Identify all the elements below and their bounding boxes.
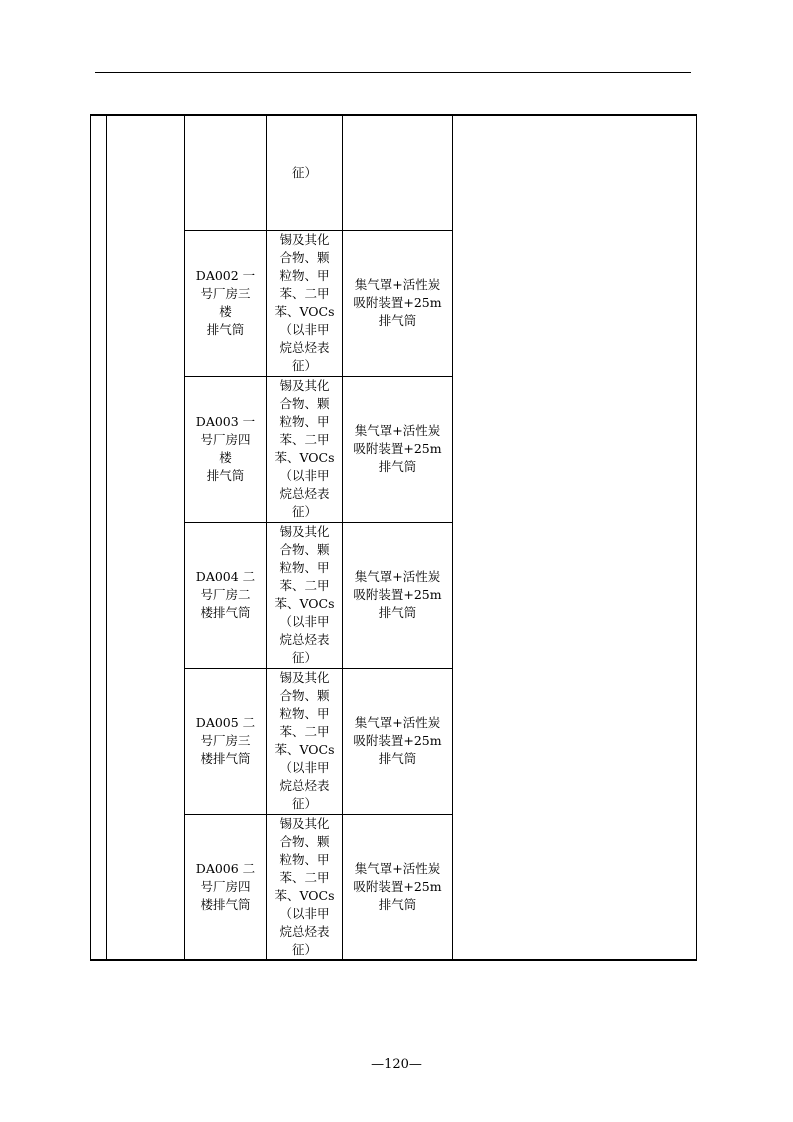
pollutant-line: （以非甲 [279,614,330,629]
measure-line: 排气筒 [378,751,417,766]
measure-cell-continued [343,115,453,230]
pollutant-line: 苯、二甲 [279,286,330,301]
outlet-name-line: 楼 [219,450,232,465]
pollutant-line: 苯、VOCs [274,596,335,611]
control-measure-cell [343,668,453,814]
outlet-name-line: 楼排气筒 [200,605,251,620]
pollutant-line: 征） [291,941,317,957]
pollutants-cell-continued [267,115,343,230]
pollutants-cell [267,814,343,960]
outlet-name-line: 号厂房三 [200,733,251,748]
table-row-continued [91,115,697,230]
pollutant-line: 苯、二甲 [279,432,330,447]
pollutant-line: 苯、VOCs [274,742,335,757]
outlet-name-cell [185,522,267,668]
outlet-name-line: DA002 一 [195,268,256,283]
outlet-name-cell [185,668,267,814]
outlet-name-line: 楼排气筒 [200,751,251,766]
measure-line: 集气罩+活性炭 [354,569,441,584]
pollutant-line: 锡及其化 [279,815,330,831]
measure-line: 排气筒 [378,605,417,620]
outlet-name-line: DA006 二 [195,860,256,876]
pollutant-line: （以非甲 [279,468,330,483]
pollutant-line: 征） [291,650,317,665]
pollutant-line: 粒物、甲 [279,851,330,867]
outlet-name-line: 排气筒 [206,322,245,337]
measure-line: 吸附装置+25m [353,295,442,310]
outlet-name-line: DA003 一 [195,414,256,429]
pollutant-line: 合物、颗 [279,250,330,265]
outlet-name-cell [185,814,267,960]
pollutant-line: 征） [291,796,317,811]
outlet-name-cell [185,230,267,376]
pollutant-line: 锡及其化 [279,378,330,393]
outlet-name-line: DA004 二 [195,569,256,584]
pollutant-line: 烷总烃表 [279,632,330,647]
measure-line: 吸附装置+25m [353,733,442,748]
outlet-name-line: 号厂房三 [200,286,251,301]
outlet-name-line: 号厂房二 [200,587,251,602]
remarks-cell [453,115,697,960]
outlet-name-line: 号厂房四 [200,432,251,447]
pollutant-line: 粒物、甲 [279,560,330,575]
pollutant-line: 烷总烃表 [279,778,330,793]
page-number: —120— [371,1057,422,1072]
pollutant-line: （以非甲 [279,760,330,775]
pollutant-line: （以非甲 [279,905,330,921]
pollutant-line: 烷总烃表 [279,486,330,501]
control-measure-cell [343,814,453,960]
pollution-control-table [90,114,697,961]
pollutant-line: 锡及其化 [279,524,330,539]
pollutant-line: 苯、二甲 [279,724,330,739]
pollutant-line: 烷总烃表 [279,923,330,939]
measure-line: 集气罩+活性炭 [354,423,441,438]
measure-line: 集气罩+活性炭 [354,715,441,730]
pollutant-line: 合物、颗 [279,833,330,849]
measure-line: 集气罩+活性炭 [354,277,441,292]
outlet-cell-continued [185,115,267,230]
pollutant-line: 锡及其化 [279,670,330,685]
pollutant-line: 粒物、甲 [279,414,330,429]
pollutant-line: 苯、二甲 [279,578,330,593]
outlet-name-cell [185,376,267,522]
measure-line: 排气筒 [378,459,417,474]
category-cell [91,115,107,960]
pollutant-line: 征） [291,504,317,519]
measure-line: 排气筒 [378,896,417,912]
measure-line: 排气筒 [378,313,417,328]
pollutant-line: 苯、二甲 [279,869,330,885]
pollutants-cell [267,376,343,522]
pollution-control-table-wrap [90,114,697,961]
outlet-name-line: 号厂房四 [200,878,251,894]
pollutant-line: 苯、VOCs [274,887,335,903]
outlet-name-line: 楼排气筒 [200,896,251,912]
measure-line: 吸附装置+25m [353,587,442,602]
header-rule [95,72,691,73]
control-measure-cell [343,522,453,668]
pollutant-line: 苯、VOCs [274,450,335,465]
pollutant-line: 苯、VOCs [274,304,335,319]
pollutant-line: 粒物、甲 [279,268,330,283]
pollutant-line: 合物、颗 [279,542,330,557]
pollutant-line: 粒物、甲 [279,706,330,721]
control-measure-cell [343,376,453,522]
measure-line: 吸附装置+25m [353,441,442,456]
pollutant-line: 合物、颗 [279,396,330,411]
pollutants-cell [267,522,343,668]
outlet-name-line: 楼 [219,304,232,319]
pollutants-cell [267,230,343,376]
measure-line: 吸附装置+25m [353,878,442,894]
control-measure-cell [343,230,453,376]
pollutant-line: （以非甲 [279,322,330,337]
measure-line: 集气罩+活性炭 [354,860,441,876]
pollutants-cell [267,668,343,814]
pollutant-tail-text: 征） [291,164,317,180]
outlet-name-line: DA005 二 [195,715,256,730]
pollutant-line: 合物、颗 [279,688,330,703]
sub-category-cell [107,115,185,960]
pollutant-line: 锡及其化 [279,232,330,247]
pollutant-line: 征） [291,358,317,373]
pollutant-line: 烷总烃表 [279,340,330,355]
outlet-name-line: 排气筒 [206,468,245,483]
